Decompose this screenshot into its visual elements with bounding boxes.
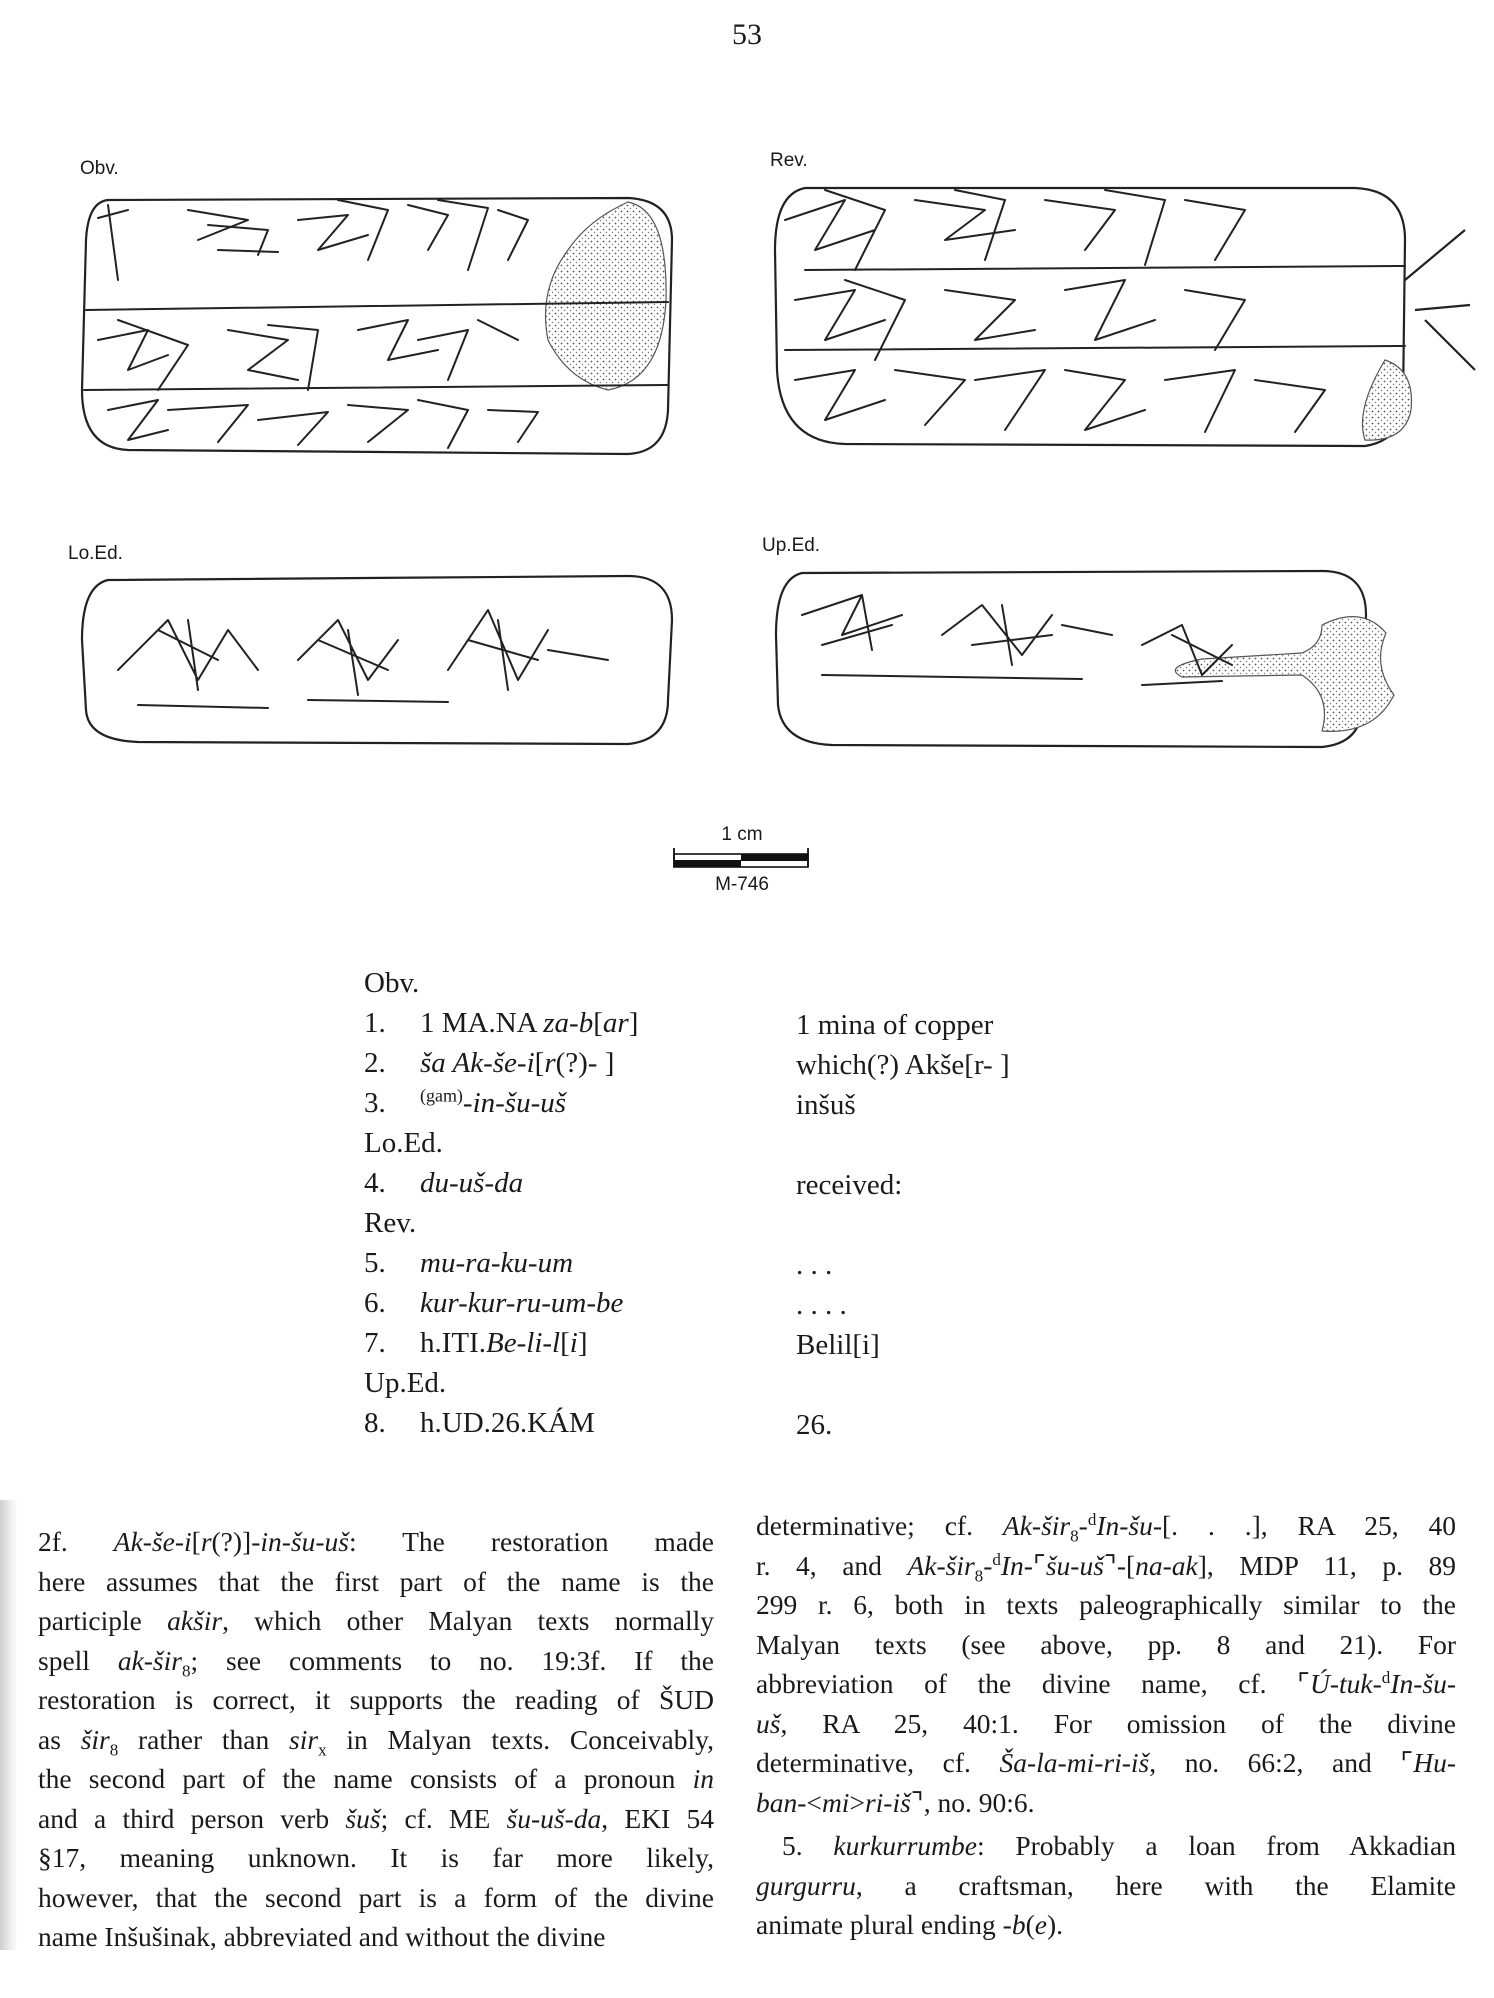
lower-edge-drawing	[68, 560, 688, 750]
commentary-line: gurgurru, a craftsman, here with the Elamite	[756, 1869, 1456, 1901]
transliteration-text: mu-ra-ku-um	[420, 1247, 574, 1279]
commentary-line: determinative, cf. Ša-la-mi-ri-iš, no. 66:2, and ⌜Hu-	[756, 1747, 1456, 1778]
commentary-line: spell ak-šir$_8$; see comments to no. 19:3f. If the	[38, 1644, 714, 1680]
translation-text: 26.	[796, 1409, 833, 1441]
catalog-number: M-746	[715, 874, 769, 895]
transliteration-text: du-uš-da	[420, 1167, 524, 1199]
commentary-line: determinative; cf. Ak-šir$_8$-$^d$In-šu-[. . .], RA 25, 40	[756, 1509, 1456, 1546]
transliteration-line	[364, 1404, 595, 1444]
obverse-label: Obv.	[80, 158, 119, 179]
transliteration-text: h.ITI.Be-li-l[i]	[420, 1327, 588, 1359]
transliteration-line	[364, 1084, 566, 1124]
line-number: 4.	[364, 1167, 386, 1199]
commentary-line: ban-<mi>ri-iš⌝, no. 90:6.	[756, 1786, 1035, 1818]
transliteration-line	[364, 1004, 638, 1044]
commentary-line: animate plural ending -b(e).	[756, 1909, 1063, 1940]
commentary-line: and a third person verb šuš; cf. ME šu-uš-da, EKI 54	[38, 1802, 714, 1834]
translation-text: . . . .	[796, 1289, 847, 1321]
commentary-line: the second part of the name consists of a pronoun in	[38, 1763, 714, 1794]
page-number: 53	[732, 18, 762, 51]
transliteration-text: kur-kur-ru-um-be	[420, 1287, 624, 1319]
commentary-left-column	[38, 1522, 714, 1957]
commentary-line: name Inšušinak, abbreviated and without the divine	[38, 1921, 606, 1952]
transliteration-text: $^{(gam)}$-in-šu-uš	[420, 1085, 567, 1119]
commentary-line: 5. kurkurrumbe: Probably a loan from Akkadian	[782, 1830, 1457, 1861]
scale-graphic	[672, 848, 812, 870]
commentary-line: Malyan texts (see above, pp. 8 and 21). For	[756, 1628, 1456, 1660]
commentary-line: here assumes that the first part of the name is the	[38, 1565, 714, 1597]
transliteration-text: ša Ak-še-i[r(?)- ]	[420, 1047, 615, 1079]
commentary-line: 299 r. 6, both in texts paleographically similar to the	[756, 1589, 1456, 1620]
transliteration-line	[364, 1284, 623, 1324]
translation-text: which(?) Akše[r- ]	[796, 1049, 1010, 1081]
translation-text: received:	[796, 1169, 903, 1201]
line-number: 2.	[364, 1047, 386, 1079]
upper-edge-label: Up.Ed.	[762, 535, 821, 556]
line-number: 7.	[364, 1327, 386, 1359]
translation-text: . . .	[796, 1249, 833, 1281]
transliteration-text: 1 MA.NA za-b[ar]	[420, 1007, 639, 1039]
line-number: 3.	[364, 1087, 386, 1119]
section-heading: Obv.	[364, 967, 420, 999]
scale-length-label: 1 cm	[721, 824, 763, 845]
transliteration-line	[364, 1044, 614, 1084]
commentary-line: however, that the second part is a form of the divine	[38, 1881, 714, 1913]
commentary-line: restoration is correct, it supports the reading of ŠUD	[38, 1684, 714, 1715]
translation-text: Belil[i]	[796, 1329, 880, 1361]
reverse-label: Rev.	[770, 150, 808, 171]
line-number: 1.	[364, 1007, 386, 1039]
commentary-line: uš, RA 25, 40:1. For omission of the divine	[756, 1707, 1456, 1739]
reverse-drawing	[765, 170, 1485, 460]
scale-bar	[672, 826, 812, 906]
section-heading: Rev.	[364, 1207, 417, 1239]
transliteration-line	[364, 1164, 523, 1204]
scan-shadow	[0, 1500, 18, 1950]
commentary-line: §17, meaning unknown. It is far more likely,	[38, 1842, 714, 1873]
transliteration-line	[364, 1244, 573, 1284]
line-number: 6.	[364, 1287, 386, 1319]
commentary-line: participle akšir, which other Malyan texts normally	[38, 1605, 714, 1636]
upper-edge-drawing	[762, 555, 1402, 755]
lower-edge-label: Lo.Ed.	[68, 543, 123, 564]
commentary-line: 2f. Ak-še-i[r(?)]-in-šu-uš: The restoration made	[38, 1526, 714, 1557]
transliteration-line	[364, 1324, 588, 1364]
commentary-line: abbreviation of the divine name, cf. ⌜Ú-tuk-$^d$In-šu-	[756, 1667, 1456, 1699]
translation-text: inšuš	[796, 1089, 856, 1121]
obverse-drawing	[68, 180, 678, 465]
transliteration-text: h.UD.26.KÁM	[420, 1407, 595, 1439]
section-heading: Up.Ed.	[364, 1367, 447, 1399]
line-number: 8.	[364, 1407, 386, 1439]
section-heading: Lo.Ed.	[364, 1127, 443, 1159]
commentary-line: as šir$_8$ rather than sir$_x$ in Malyan texts. Conceivably,	[38, 1723, 714, 1759]
commentary-right-column	[756, 1506, 1456, 1945]
commentary-line: r. 4, and Ak-šir$_8$-$^d$In-⌜šu-uš⌝-[na-ak], MDP 11, p. 89	[756, 1549, 1456, 1585]
translation-text: 1 mina of copper	[796, 1009, 994, 1041]
line-number: 5.	[364, 1247, 386, 1279]
